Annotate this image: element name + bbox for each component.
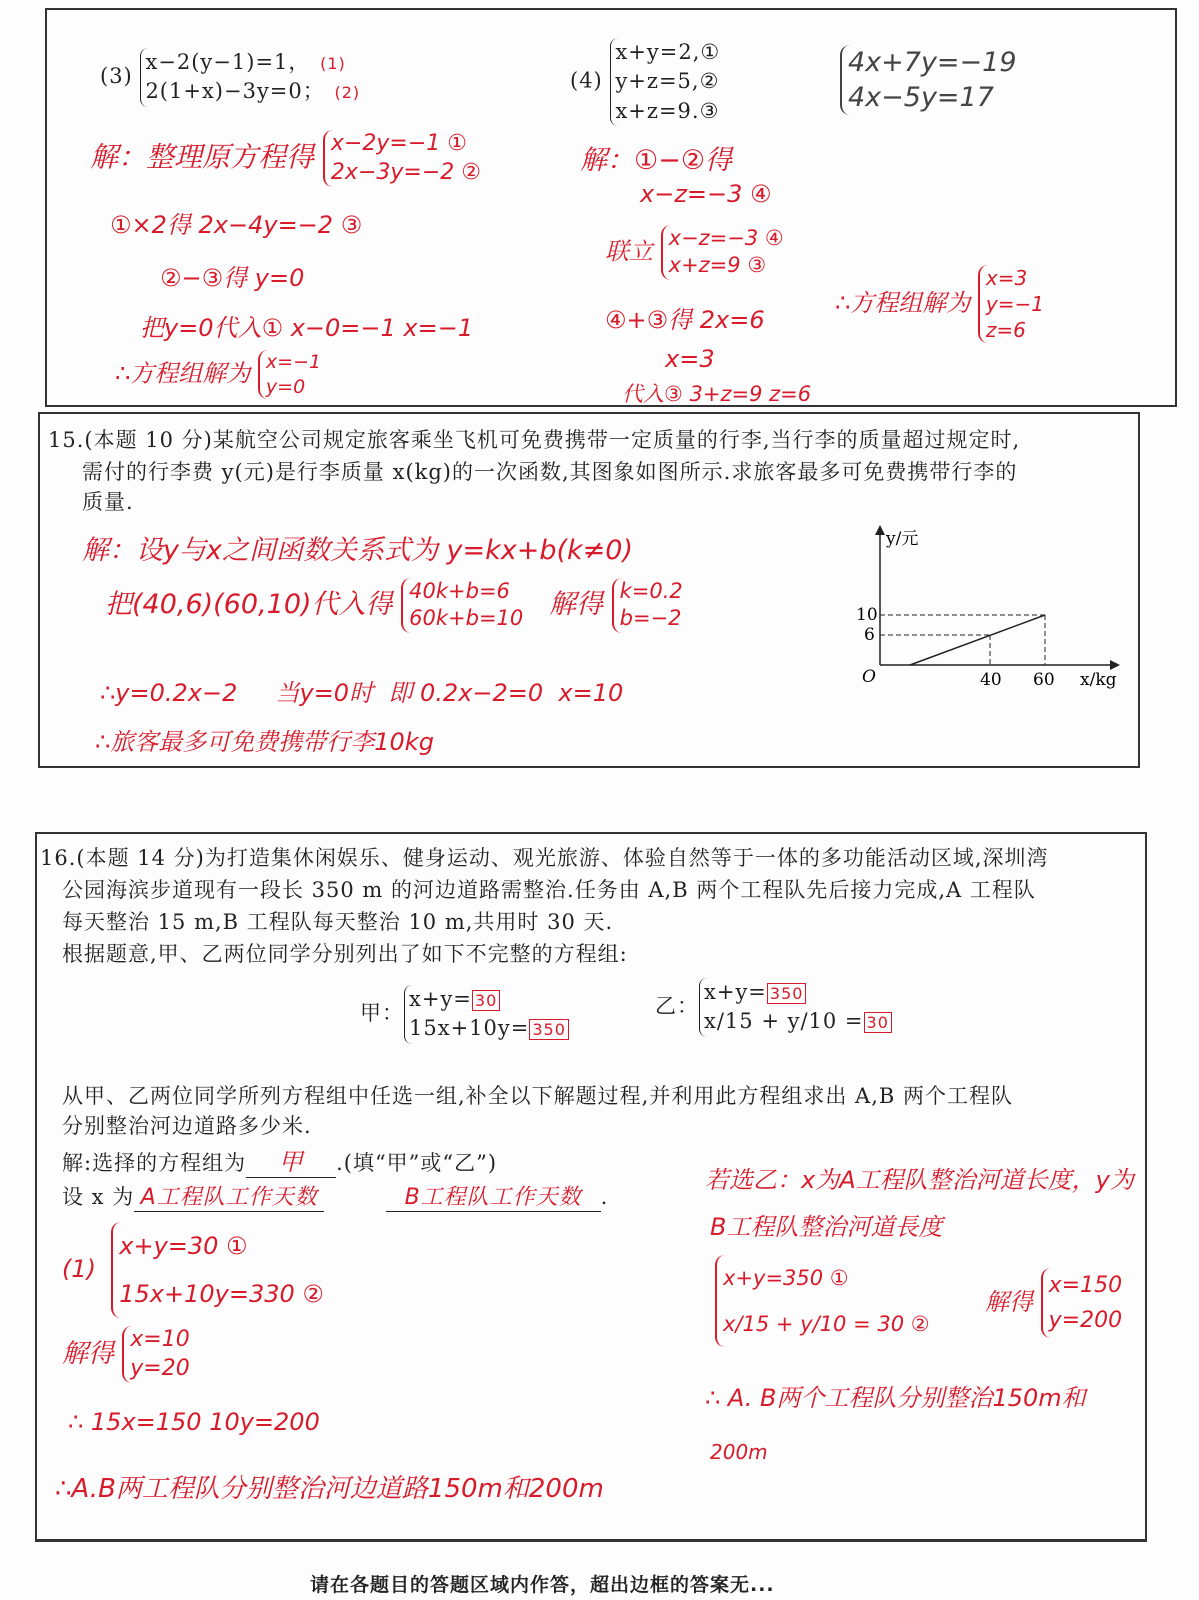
handwriting: ∴旅客最多可免费携带行李10kg (95, 728, 434, 756)
question-text: 从甲、乙两位同学所列方程组中任选一组,补全以下解题过程,并利用此方程组求出 A,B 两个工程队 (62, 1084, 1013, 1108)
handwriting: A工程队工作天数 (140, 1185, 318, 1210)
handwriting-note: 4x+7y=−19 4x−5y=17 (840, 45, 1017, 115)
handwriting: 联立 x−z=−3 ④ x+z=9 ③ (605, 225, 784, 280)
handwriting: 解得 x=10 y=20 (62, 1326, 190, 1383)
tick-label: 60 (1033, 670, 1055, 690)
handwriting: 代入③ 3+z=9 z=6 (622, 382, 812, 406)
question-text: 公园海滨步道现有一段长 350 m 的河边道路需整治.任务由 A,B 两个工程队先后接力完成,A 工程队 (62, 878, 1036, 902)
handwriting: 若选乙：x为A工程队整治河道长度，y为 (705, 1166, 1134, 1194)
mark: (2) (334, 83, 361, 103)
handwriting: x+y=350 ① x/15 + y/10 = 30 ② (715, 1255, 930, 1347)
part-label: (3) (100, 63, 133, 88)
handwriting: B工程队整治河道長度 (710, 1213, 943, 1241)
tick-label: 40 (980, 670, 1002, 690)
mark: (1) (320, 54, 346, 73)
q14-part4-system: (4) x+y=2,① y+z=5,② x+z=9.③ (570, 38, 720, 126)
jia-system: 甲： x+y= 30 15x+10y= 350 (360, 985, 569, 1044)
question-text: 16.(本题 14 分)为打造集休闲娱乐、健身运动、观光旅游、体验自然等于一体的多功能活动区域,深圳湾 (40, 846, 1049, 870)
equation: x−2(y−1)=1， (145, 50, 311, 74)
handwriting: ∴ A. B两个工程队分别整治150m和 (705, 1384, 1086, 1412)
handwriting: 把y=0代入① x−0=−1 x=−1 (140, 314, 474, 342)
y-axis-label: y/元 (886, 529, 919, 549)
handwriting: 解：设y与x之间函数关系式为 y=kx+b(k≠0) (82, 535, 634, 566)
yi-system: 乙： x+y= 350 x/15 + y/10 = 30 (655, 978, 892, 1037)
handwriting: ②−③得 y=0 (160, 264, 305, 292)
handwriting: 解得 x=150 y=200 (985, 1268, 1122, 1338)
handwriting: ①×2得 2x−4y=−2 ③ (110, 211, 363, 239)
handwriting: ∴A.B两工程队分别整治河边道路150m和200m (55, 1474, 604, 1504)
handwriting: 解：①−②得 (580, 145, 733, 176)
handwriting: x=3 (665, 345, 715, 373)
question-text: 每天整治 15 m,B 工程队每天整治 10 m,共用时 30 天. (62, 910, 614, 934)
handwriting: ∴ 15x=150 10y=200 (68, 1408, 320, 1436)
x-arrow-icon (1110, 660, 1120, 670)
handwriting: ④+③得 2x=6 (605, 306, 765, 334)
handwriting: 解：整理原方程得 x−2y=−1 ① 2x−3y=−2 ② (90, 130, 481, 187)
equation: 2(1+x)−3y=0； (145, 79, 325, 104)
handwriting: 把(40,6)(60,10)代入得 40k+b=6 60k+b=10 解得 k=0.2 b=−2 (105, 578, 683, 633)
y-arrow-icon (875, 525, 885, 535)
tick-label: 6 (864, 625, 875, 645)
q14-part3-system (100, 48, 362, 107)
handwriting: ∴方程组解为 x=−1 y=0 (115, 351, 322, 398)
handwriting: ∴方程组解为 x=3 y=−1 z=6 (835, 266, 1044, 342)
handwriting: 甲 (278, 1148, 304, 1176)
footer-note: 请在各题目的答题区域内作答，超出边框的答案无... (310, 1574, 775, 1596)
origin-label: O (862, 667, 876, 687)
answer-choice-line: 解:选择的方程组为 甲 .(填“甲”或“乙”) (62, 1142, 497, 1178)
handwriting: x−z=−3 ④ (640, 180, 772, 208)
handwriting: (1) x+y=30 ① 15x+10y=330 ② (62, 1222, 324, 1318)
question-text: 质量. (82, 490, 134, 514)
handwriting: 200m (710, 1440, 768, 1464)
question-text: 15.(本题 10 分)某航空公司规定旅客乘坐飞机可免费携带一定质量的行李,当行李的质量超过规定时, (48, 428, 1021, 452)
handwriting: ∴y=0.2x−2 当y=0时 即 0.2x−2=0 x=10 (100, 679, 624, 707)
question-text: 根据题意,甲、乙两位同学分别列出了如下不完整的方程组: (62, 942, 628, 966)
question-text: 需付的行李费 y(元)是行李质量 x(kg)的一次函数,其图象如图所示.求旅客最多可免费携带行李的 (82, 460, 1018, 484)
x-axis-label: x/kg (1080, 670, 1117, 690)
handwriting: B工程队工作天数 (404, 1185, 582, 1210)
question-text: 分别整治河边道路多少米. (62, 1114, 312, 1138)
tick-label: 10 (856, 605, 878, 625)
function-graph (840, 520, 1130, 700)
variable-line: 设 x 为 A工程队工作天数 B工程队工作天数 . (62, 1180, 608, 1212)
function-line (910, 615, 1045, 665)
